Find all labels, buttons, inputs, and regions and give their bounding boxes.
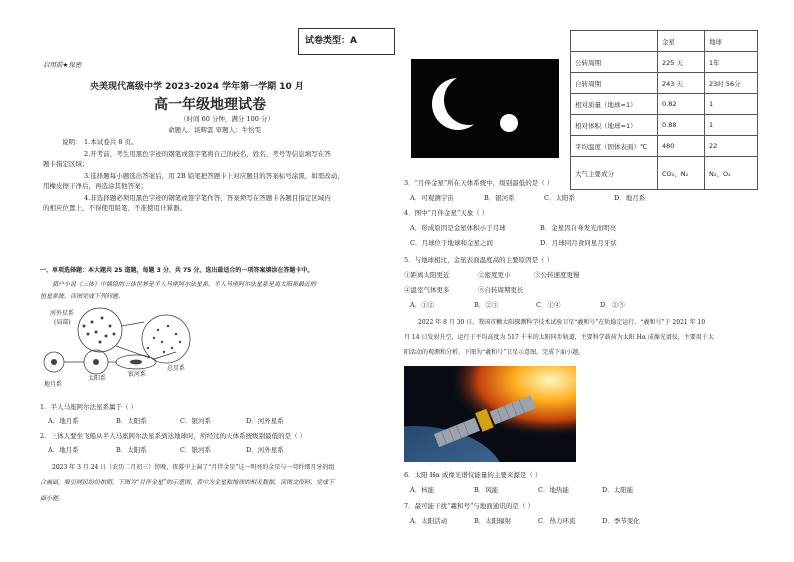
- intro3-line1: 2022 年 8 月 30 日，我国首颗太阳探测科学技术试验卫星“羲和号”在轨稳定运行。“羲和号”于 2021 年 10: [418, 319, 706, 326]
- table-row: [571, 31, 758, 52]
- q6-options: [410, 486, 633, 495]
- note-3: 3.选择题每小题选出答案后，用 2B 铅笔把答题卡上对应题目的答案标号涂黑，如需改动，: [84, 172, 344, 180]
- intro2-line2: 合画面，吸引网民纷纷拍照。下图为“月伴金星”的示意图，表中为金星和地球的相关数据。读图文资料，完成下: [40, 479, 335, 486]
- q5-item-2: ②密度更小: [478, 271, 511, 279]
- exam-type-box: [298, 28, 395, 55]
- table-cell: 22: [705, 136, 758, 157]
- fig1-galaxy-sub: (局部): [54, 319, 71, 326]
- fig1-earth-moon: 地月系: [44, 381, 63, 388]
- table-cell: 自转周期: [571, 73, 658, 94]
- exam-type: 试卷类型：A: [305, 36, 357, 46]
- table-cell: 1: [705, 115, 758, 136]
- q2-stem: 2．三体人要坐飞船从半人马座阿尔法星系到达地球时，所经过的天体系统级别最低的是（ ）: [40, 432, 307, 440]
- q7-option-b[interactable]: B．太阳辐射: [474, 517, 512, 525]
- intro2-line3: 面小题。: [40, 495, 65, 502]
- q6-option-a[interactable]: A．核能: [410, 486, 435, 494]
- table-cell: 相对质量（地球=1）: [571, 94, 658, 115]
- q7-stem: 7．最可能干扰“羲和号”与地面通讯的是（ ）: [404, 502, 534, 510]
- q1-option-c[interactable]: C．银河系: [180, 417, 211, 425]
- table-cell: 243 天: [658, 73, 705, 94]
- note-1: 1.本试卷共 8 页。: [84, 138, 138, 146]
- intro1-line2: 恒星系统。读图完成下列问题。: [40, 293, 125, 300]
- q4-option-c[interactable]: C．月球位于地球和金星之间: [410, 239, 493, 247]
- q4-option-a[interactable]: A．形成原因是金星体积小于月球: [410, 224, 506, 232]
- q5-item-3: ③公转速度更慢: [534, 271, 580, 279]
- q5-stem: 5．与地球相比，金星表面温度高的主要原因是（ ）: [404, 256, 554, 264]
- notes-label: 说明：: [62, 138, 82, 146]
- satellite-image: [404, 366, 576, 462]
- q4-option-b[interactable]: B．金星因自身发光而明亮: [540, 224, 617, 232]
- q2-option-c[interactable]: C．银河系: [180, 446, 211, 454]
- table-cell: [571, 31, 658, 52]
- table-cell: 大气主要成分: [571, 157, 658, 190]
- table-cell: 480: [658, 136, 705, 157]
- intro3-line3: 阳活动的观测和分析。下图为“羲和号”卫星示意图。完成下面小题。: [404, 349, 585, 356]
- data-table: [570, 30, 758, 190]
- table-cell: 公转周期: [571, 52, 658, 73]
- table-row: [571, 115, 758, 136]
- q5-item-1: ①距离太阳更近: [404, 271, 450, 279]
- q3-option-b[interactable]: B．银河系: [484, 194, 515, 202]
- table-cell: CO₂、N₂: [658, 157, 705, 190]
- table-cell: 平均温度（固体表面）℃: [571, 136, 658, 157]
- q1-stem: 1．半人马座阿尔法星系属于（ ）: [40, 403, 138, 411]
- fig1-total-label: 总星系: [167, 365, 186, 372]
- q6-option-d[interactable]: D．太阳能: [602, 486, 634, 494]
- table-cell: 地球: [705, 31, 758, 52]
- q7-option-a[interactable]: A．太阳活动: [410, 517, 448, 525]
- intro2-line1: 2023 年 3 月 24 日（农历二月初三）傍晚，夜幕中上演了“月伴金星”这一明亮的金星与一弯纤细月牙的组: [52, 464, 335, 471]
- q5-options: [410, 301, 625, 310]
- table-cell: 0.88: [658, 115, 705, 136]
- q7-option-d[interactable]: D．季节变化: [602, 517, 640, 525]
- q5-option-c[interactable]: C．①④: [536, 301, 561, 309]
- q4-option-d[interactable]: D．月球同月食同星月牙状: [540, 239, 617, 247]
- q2-option-a[interactable]: A．地月系: [48, 446, 79, 454]
- q3-stem: 3．“月伴金星”所在天体系统中，级别最低的是（ ）: [404, 179, 554, 187]
- fig1-milky: 银河系: [128, 371, 147, 378]
- q4-stem: 4．图中“月伴金星”天象（ ）: [404, 209, 489, 217]
- table-row: [571, 136, 758, 157]
- q1-options: [48, 417, 284, 426]
- table-row: [571, 157, 758, 190]
- note-4b: 的相应位置上，不得使用铅笔、不准使用计算器。: [43, 204, 186, 212]
- q5-option-a[interactable]: A．①②: [410, 301, 435, 309]
- q6-option-c[interactable]: C．地热能: [538, 486, 569, 494]
- authors: 命题人：谈辉雲 审题人：牛怡雯: [168, 126, 262, 134]
- q5-item-4: ④温室气体更多: [404, 286, 450, 294]
- table-cell: 1: [705, 94, 758, 115]
- q2-option-d[interactable]: D．河外星系: [246, 446, 284, 454]
- q5-option-b[interactable]: B．②③: [474, 301, 499, 309]
- note-3b: 用橡皮擦干净后，再选涂其他答案；: [43, 182, 147, 190]
- table-cell: 1年: [705, 52, 758, 73]
- section1-heading: 一、单项选择题：本大题共 25 道题，每题 3 分，共 75 分。选出最适合的一项答案填涂在答题卡中。: [40, 267, 314, 274]
- table-cell: 0.82: [658, 94, 705, 115]
- q1-option-d[interactable]: D．河外星系: [246, 417, 284, 425]
- note-4: 4.非选择题必须用黑色字迹的钢笔或签字笔作答，答案须写在答题卡各题目指定区域内: [84, 194, 331, 202]
- q5-option-d[interactable]: D．②⑤: [600, 301, 625, 309]
- intro1-line1: 猎户小说《三体》中描绘的三体世界是半人马座阿尔法星系。半人马座阿尔法星系是离太阳系最近的: [52, 281, 317, 288]
- school-line: 央美现代高级中学 2023-2024 学年第一学期 10 月: [90, 82, 304, 92]
- table-cell: 225 天: [658, 52, 705, 73]
- q2-options: [48, 446, 284, 455]
- q1-option-b[interactable]: B．太阳系: [116, 417, 147, 425]
- q1-option-a[interactable]: A．地月系: [48, 417, 79, 425]
- q3-option-c[interactable]: C．太阳系: [544, 194, 575, 202]
- note-2: 2.开考前，考生用黑色字迹的钢笔或签字笔将自己的校名、姓名、考号等信息填写在答: [84, 150, 331, 158]
- time-score: （时间 60 分钟，满分 100 分）: [180, 115, 274, 123]
- table-row: [571, 73, 758, 94]
- moon-venus-image: [411, 59, 559, 158]
- q7-option-c[interactable]: C．热力环流: [538, 517, 576, 525]
- fig1-solar: 太阳系: [88, 375, 107, 382]
- q6-option-b[interactable]: B．风能: [474, 486, 499, 494]
- q6-stem: 6．太阳 Hα 成像光谱仪能量的主要来源是（ ）: [404, 471, 542, 479]
- fig1-galaxy-label: 河外星系: [50, 310, 75, 317]
- table-cell: 相对体积（地球=1）: [571, 115, 658, 136]
- q3-option-a[interactable]: A．可观测宇宙: [410, 194, 454, 202]
- intro3-line2: 月 14 日发射升空，运行于平均高度为 517 千米的太阳同步轨道，主要科学载荷为太阳 Hα 成像光谱仪，主要用于太: [404, 334, 714, 341]
- q5-item-5: ⑤自转周期更长: [478, 286, 524, 294]
- table-cell: N₂、O₂: [705, 157, 758, 190]
- q3-option-d[interactable]: D．地月系: [614, 194, 646, 202]
- q7-options: [410, 517, 640, 526]
- table-row: [571, 94, 758, 115]
- q3-options: [410, 194, 645, 203]
- q2-option-b[interactable]: B．太阳系: [116, 446, 147, 454]
- table-cell: 23时 56分: [705, 73, 758, 94]
- table-cell: 金星: [658, 31, 705, 52]
- page-title: 高一年级地理试卷: [154, 97, 266, 113]
- secret-mark: 启用前★保密: [43, 61, 82, 69]
- note-2b: 题卡指定区域；: [43, 160, 89, 168]
- table-row: [571, 52, 758, 73]
